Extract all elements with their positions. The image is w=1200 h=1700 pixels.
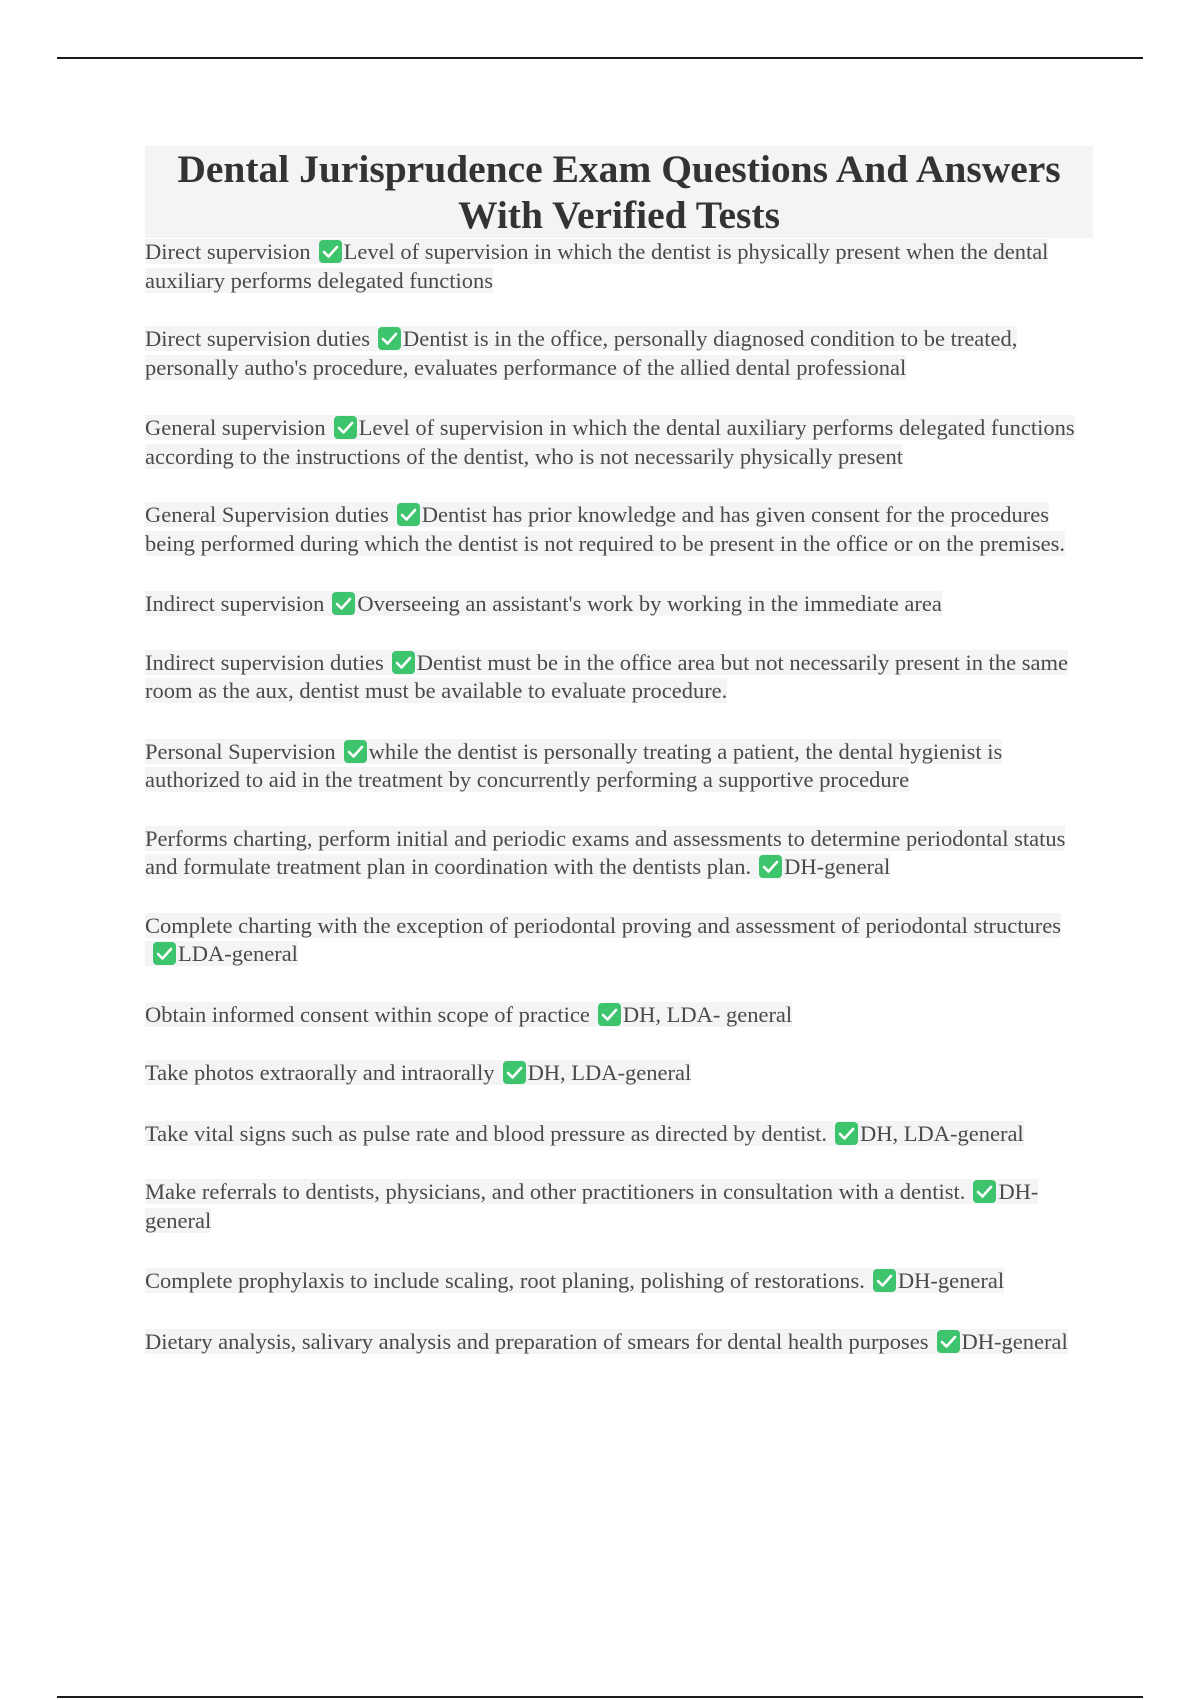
title-line-1: Dental Jurisprudence Exam Questions And Answers: [177, 147, 1061, 191]
question-text: General supervision: [145, 415, 326, 440]
qa-item: [145, 1001, 1093, 1030]
page-title: [145, 146, 1093, 238]
answer-text: DH-general: [784, 854, 891, 879]
check-mark-icon: [397, 503, 420, 526]
answer-text: DH-general: [897, 1268, 1005, 1293]
answer-text: Dentist must be in the office area but not necessarily present in the same room as the aux, dentist must be available to evaluate procedure.: [145, 649, 1068, 703]
question-text: Indirect supervision duties: [145, 649, 384, 675]
qa-item: [145, 590, 1093, 619]
answer-text: DH, LDA-general: [527, 1060, 692, 1085]
qa-item: [145, 501, 1093, 558]
document-body: [145, 146, 1093, 1356]
answer-text: Level of supervision in which the dentist is physically present when the dental auxiliary performs delegated functions: [145, 239, 1049, 293]
question-text: General Supervision duties: [145, 502, 389, 527]
qa-item: [145, 325, 1093, 382]
question-text: Complete prophylaxis to include scaling, root planing, polishing of restorations.: [145, 1268, 865, 1293]
qa-item: [145, 238, 1093, 295]
check-mark-icon: [378, 327, 401, 350]
check-mark-icon: [503, 1061, 526, 1084]
answer-text: Dentist has prior knowledge and has given consent for the procedures being performed during which the dentist is not required to be present in the office or on the premises.: [145, 502, 1065, 556]
check-mark-icon: [392, 651, 415, 674]
question-text: Indirect supervision: [145, 591, 325, 616]
check-mark-icon: [759, 855, 782, 878]
check-mark-icon: [344, 740, 367, 763]
question-text: Make referrals to dentists, physicians, and other practitioners in consultation with a dentist.: [145, 1179, 966, 1204]
answer-text: DH-general: [145, 1179, 1039, 1233]
question-text: Take photos extraorally and intraorally: [145, 1060, 495, 1085]
answer-text: DH, LDA-general: [860, 1120, 1024, 1146]
answer-text: while the dentist is personally treating a patient, the dental hygienist is authorized to aid in the treatment by concurrently performing a supportive procedure: [145, 738, 1003, 792]
answer-text: Overseeing an assistant's work by working in the immediate area: [357, 591, 942, 616]
qa-item: [145, 912, 1093, 969]
qa-item: [145, 1059, 1093, 1088]
bottom-rule: [57, 1696, 1143, 1698]
question-text: Dietary analysis, salivary analysis and preparation of smears for dental health purposes: [145, 1328, 929, 1354]
check-mark-icon: [332, 592, 355, 615]
qa-item: [145, 1178, 1093, 1235]
question-text: Performs charting, perform initial and periodic exams and assessments to determine periodontal status and formulate treatment plan in coordination with the dentists plan.: [145, 825, 1066, 879]
question-text: Obtain informed consent within scope of practice: [145, 1001, 590, 1027]
question-text: Take vital signs such as pulse rate and blood pressure as directed by dentist.: [145, 1120, 827, 1146]
title-line-2: With Verified Tests: [458, 193, 780, 237]
question-text: Complete charting with the exception of periodontal proving and assessment of periodontal structures: [145, 912, 1062, 938]
question-text: Personal Supervision: [145, 738, 336, 764]
check-mark-icon: [319, 240, 342, 263]
top-rule: [57, 57, 1143, 59]
check-mark-icon: [973, 1180, 996, 1203]
qa-item: [145, 738, 1093, 795]
qa-item: [145, 649, 1093, 706]
check-mark-icon: [835, 1122, 858, 1145]
qa-item: [145, 1328, 1093, 1357]
answer-text: LDA-general: [178, 941, 298, 966]
answer-text: Dentist is in the office, personally diagnosed condition to be treated, personally autho's procedure, evaluates performance of the allied dental professional: [145, 326, 1018, 380]
check-mark-icon: [873, 1269, 896, 1292]
answer-text: DH-general: [961, 1328, 1068, 1354]
qa-item: [145, 1267, 1093, 1296]
question-text: Direct supervision: [145, 239, 311, 264]
answer-text: DH, LDA- general: [622, 1001, 793, 1027]
qa-item: [145, 825, 1093, 882]
qa-item: [145, 414, 1093, 471]
check-mark-icon: [153, 942, 176, 965]
check-mark-icon: [937, 1330, 960, 1353]
question-text: Direct supervision duties: [145, 326, 370, 351]
check-mark-icon: [334, 416, 357, 439]
qa-item: [145, 1120, 1093, 1149]
answer-text: Level of supervision in which the dental auxiliary performs delegated functions according to the instructions of the dentist, who is not necessarily physically present: [145, 415, 1075, 469]
check-mark-icon: [598, 1003, 621, 1026]
